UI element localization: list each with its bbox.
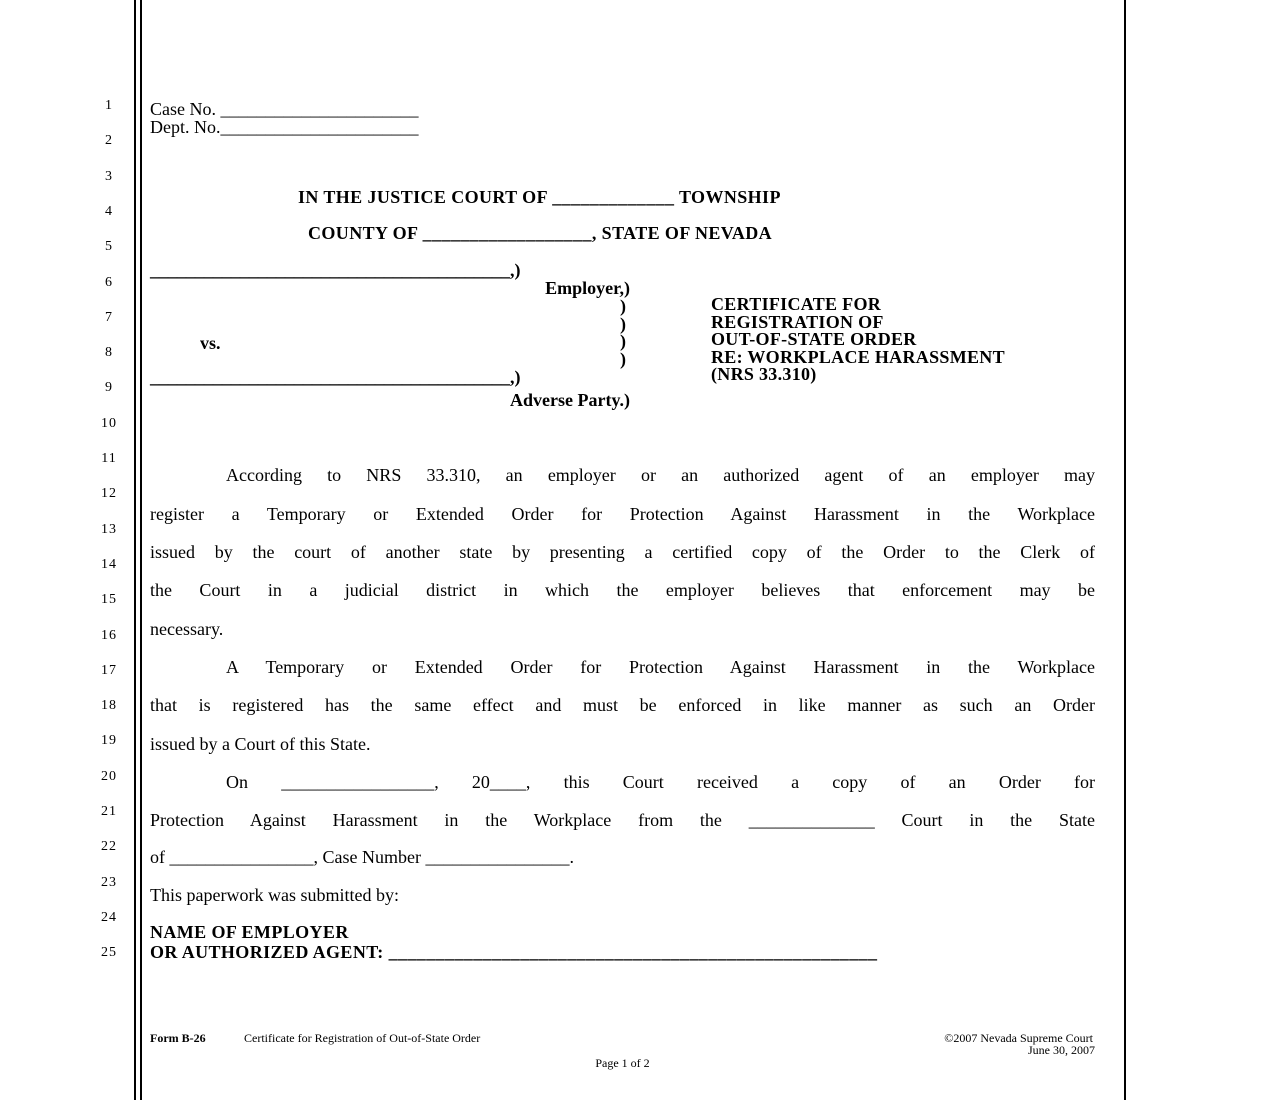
line-number: 3 <box>105 168 113 184</box>
paragraph-1-line-5: necessary. <box>150 619 224 639</box>
name-of-employer-label: NAME OF EMPLOYER <box>150 922 349 942</box>
paragraph-1-line-1: According to NRS 33.310, an employer or an authorized agent of an employer may <box>226 465 1095 485</box>
line-number: 6 <box>105 274 113 290</box>
line-number: 16 <box>101 627 117 643</box>
form-title: Certificate for Registration of Out-of-State Order <box>244 1031 481 1045</box>
versus-label: vs. <box>200 333 221 353</box>
employer-label: Employer,) <box>545 278 630 298</box>
certificate-title-line-4: RE: WORKPLACE HARASSMENT <box>711 346 1005 367</box>
line-number: 23 <box>101 874 117 890</box>
case-number-field: Case No. ______________________ <box>150 99 419 119</box>
authorized-agent-field: OR AUTHORIZED AGENT: ____________________________________________________ <box>150 942 878 962</box>
line-number: 7 <box>105 309 113 325</box>
copyright-notice: ©2007 Nevada Supreme Court <box>944 1031 1093 1045</box>
line-number: 19 <box>101 733 117 749</box>
paragraph-3-line-2: Protection Against Harassment in the Workplace from the ______________ Court in the State <box>150 810 1095 830</box>
certificate-title-line-3: OUT-OF-STATE ORDER <box>711 329 917 349</box>
caption-paren-4: ) <box>620 349 626 369</box>
line-number: 14 <box>101 556 117 572</box>
paragraph-2-line-1: A Temporary or Extended Order for Protection Against Harassment in the Workplace <box>226 657 1095 677</box>
line-number: 4 <box>105 203 113 219</box>
line-number: 12 <box>101 486 117 502</box>
paragraph-2-line-3: issued by a Court of this State. <box>150 734 371 754</box>
paragraph-1-line-3: issued by the court of another state by presenting a certified copy of the Order to the Clerk of <box>150 542 1095 562</box>
line-number: 17 <box>101 662 117 678</box>
line-number: 22 <box>101 839 117 855</box>
adverse-party-name-blank: ________________________________________,) <box>150 367 521 387</box>
caption-paren-3: ) <box>620 331 626 351</box>
paragraph-3-line-3: of ________________, Case Number ________________. <box>150 847 574 867</box>
right-margin-rule <box>1124 0 1126 1100</box>
dept-number-field: Dept. No.______________________ <box>150 117 419 137</box>
line-number: 21 <box>101 804 117 819</box>
line-number: 15 <box>101 592 117 608</box>
form-date: June 30, 2007 <box>1028 1043 1095 1057</box>
caption-paren-2: ) <box>620 314 626 334</box>
left-margin-rule-outer <box>134 0 136 1100</box>
line-number: 1 <box>105 98 113 113</box>
paragraph-1-line-4: the Court in a judicial district in which the employer believes that enforcement may be <box>150 580 1095 600</box>
paragraph-3-line-1: On _________________, 20____, this Court received a copy of an Order for <box>226 772 1095 792</box>
paragraph-2-line-2: that is registered has the same effect and must be enforced in like manner as such an Order <box>150 695 1095 715</box>
line-number: 25 <box>101 945 117 961</box>
line-number: 20 <box>101 768 117 784</box>
caption-paren-1: ) <box>620 296 626 316</box>
line-number: 18 <box>101 698 117 714</box>
line-number: 10 <box>101 415 117 431</box>
court-title-line1: IN THE JUSTICE COURT OF _____________ TOWNSHIP <box>298 187 781 207</box>
adverse-party-label: Adverse Party.) <box>510 390 630 410</box>
line-number: 5 <box>105 239 113 255</box>
line-number: 24 <box>101 909 117 925</box>
employer-name-blank: ________________________________________,) <box>150 260 521 280</box>
court-title-line2: COUNTY OF __________________, STATE OF NEVADA <box>308 223 773 243</box>
line-number: 9 <box>105 380 113 396</box>
paragraph-1-line-2: register a Temporary or Extended Order for Protection Against Harassment in the Workplace <box>150 504 1095 524</box>
line-number: 11 <box>101 451 117 466</box>
form-number: Form B-26 <box>150 1031 206 1045</box>
certificate-title-line-1: CERTIFICATE FOR <box>711 294 882 314</box>
left-margin-rule-inner <box>140 0 142 1100</box>
certificate-title-line-5: (NRS 33.310) <box>711 364 817 384</box>
submitted-by-label: This paperwork was submitted by: <box>150 885 399 905</box>
line-number: 13 <box>101 521 117 537</box>
certificate-title-line-2: REGISTRATION OF <box>711 311 884 332</box>
page-number: Page 1 of 2 <box>595 1056 650 1070</box>
line-number: 2 <box>105 133 113 149</box>
line-number: 8 <box>105 345 113 361</box>
